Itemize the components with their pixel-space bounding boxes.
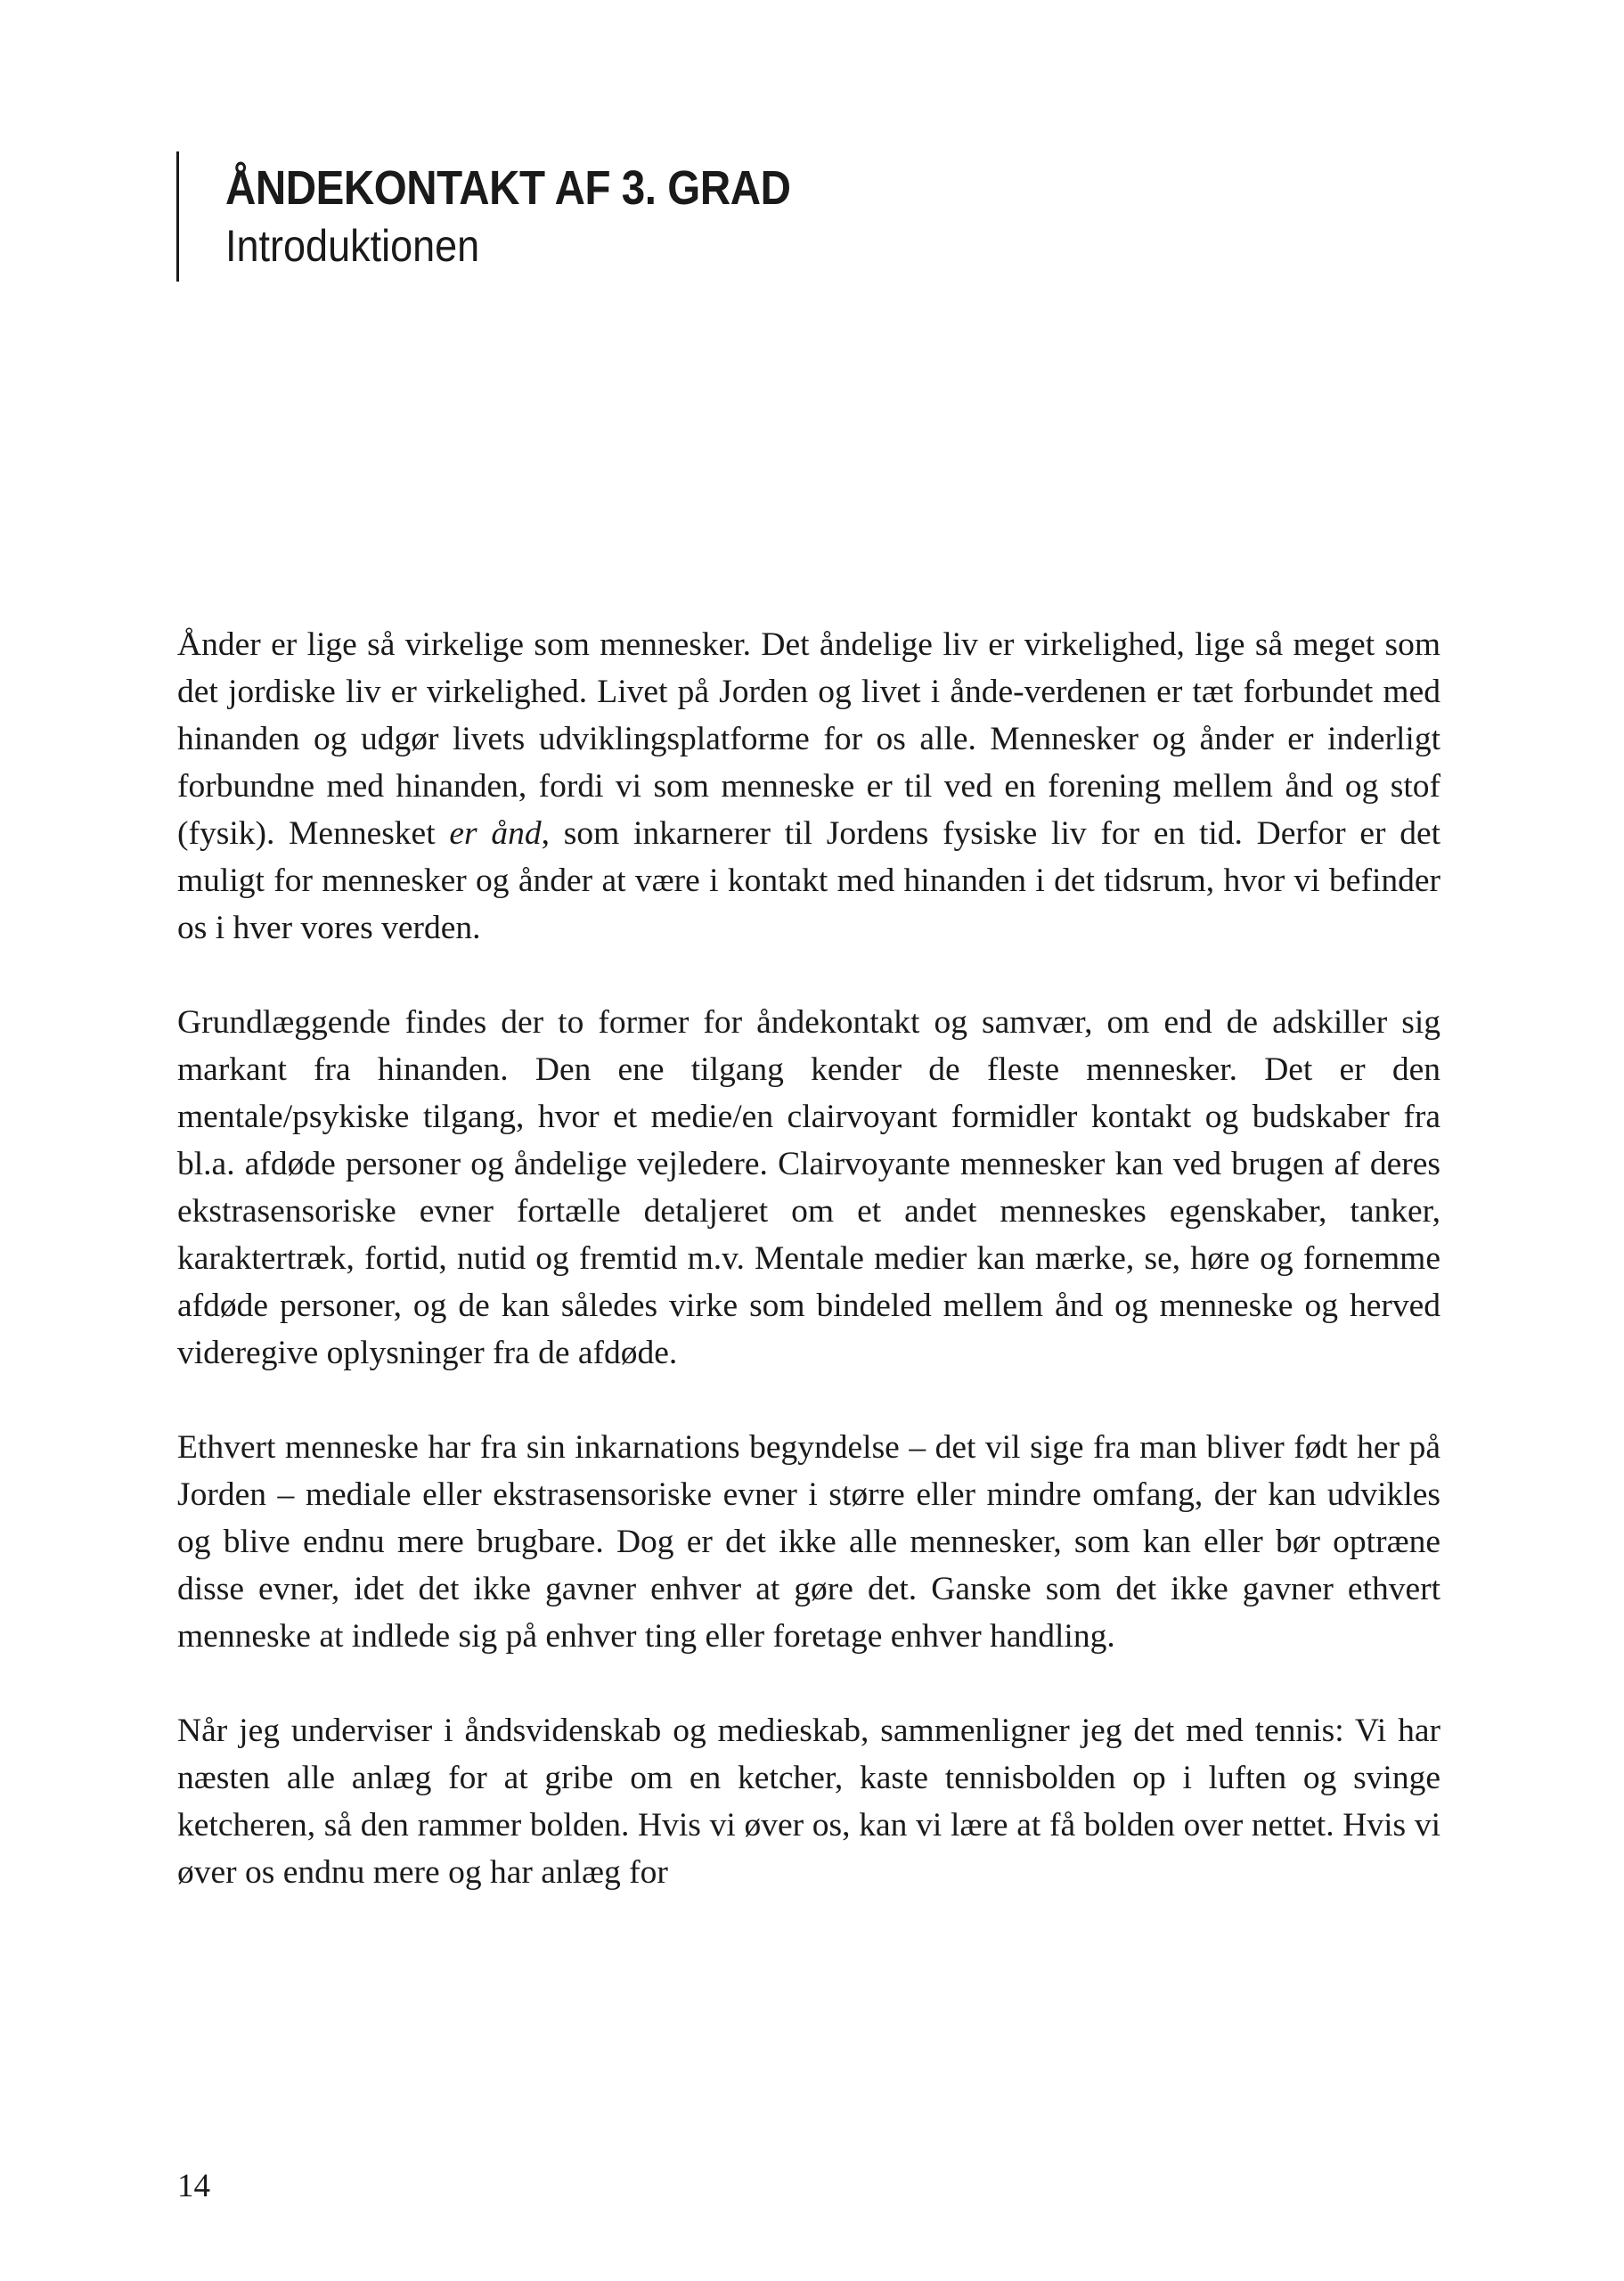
- paragraph-1-emphasis: er ånd: [449, 815, 542, 852]
- page-number: 14: [177, 2168, 210, 2204]
- paragraph-1-text-end: , som inkarnerer til Jordens fysiske liv for en tid. Derfor er det muligt for mennesker og ånder at være i kontakt med hinanden i det tidsrum, hvor vi befinder os i hver vores verden.: [177, 815, 1441, 946]
- paragraph-1: [177, 621, 1440, 952]
- paragraph-4: Når jeg underviser i åndsvidenskab og medieskab, sammenligner jeg det med tennis: Vi har næsten alle anlæg for at gribe om en ketcher, kaste tennisbolden op i luften og svinge ketcheren, så den rammer bolden. Hvis vi øver os, kan vi lære at få bolden over nettet. Hvis vi øver os endnu mere og har anlæg for: [177, 1713, 1440, 1891]
- chapter-subtitle: Introduktionen: [225, 221, 480, 271]
- body-text: [177, 621, 1440, 1896]
- paragraph-3: Ethvert menneske har fra sin inkarnations begyndelse – det vil sige fra man bliver født her på Jorden – mediale eller ekstrasensoriske evner i større eller mindre omfang, der kan udvikles og blive endnu mere brugbare. Dog er det ikke alle mennesker, som kan eller bør optræne disse evner, idet det ikke gavner enhver at gøre det. Ganske som det ikke gavner ethvert menneske at indlede sig på enhver ting eller foretage enhver handling.: [177, 1429, 1440, 1655]
- paragraph-2: Grundlæggende findes der to former for åndekontakt og samvær, om end de adskiller sig markant fra hinanden. Den ene tilgang kender de fleste mennesker. Det er den mentale/psykiske tilgang, hvor et medie/en clairvoyant formidler kontakt og budskaber fra bl.a. afdøde personer og åndelige vejledere. Clairvoyante mennesker kan ved brugen af deres ekstrasensoriske evner fortælle detaljeret om et andet menneskes egenskaber, tanker, karaktertræk, fortid, nutid og fremtid m.v. Mentale medier kan mærke, se, høre og fornemme afdøde personer, og de kan således virke som bindeled mellem ånd og menneske og herved videregive oplysninger fra de afdøde.: [177, 1004, 1440, 1371]
- chapter-heading: [176, 151, 868, 282]
- paragraph-1-text: Ånder er lige så virkelige som mennesker. Det åndelige liv er virkelighed, lige så meget som det jordiske liv er virkelighed. Livet på Jorden og livet i ånde-verdenen er tæt forbundet med hinanden og udgør livets udviklingsplatforme for os alle. Mennesker og ånder er inderligt forbundne med hinanden, fordi vi som menneske er til ved en forening mellem ånd og stof (fysik). Mennesket: [177, 626, 1440, 852]
- chapter-title: ÅNDEKONTAKT AF 3. GRAD: [225, 161, 791, 215]
